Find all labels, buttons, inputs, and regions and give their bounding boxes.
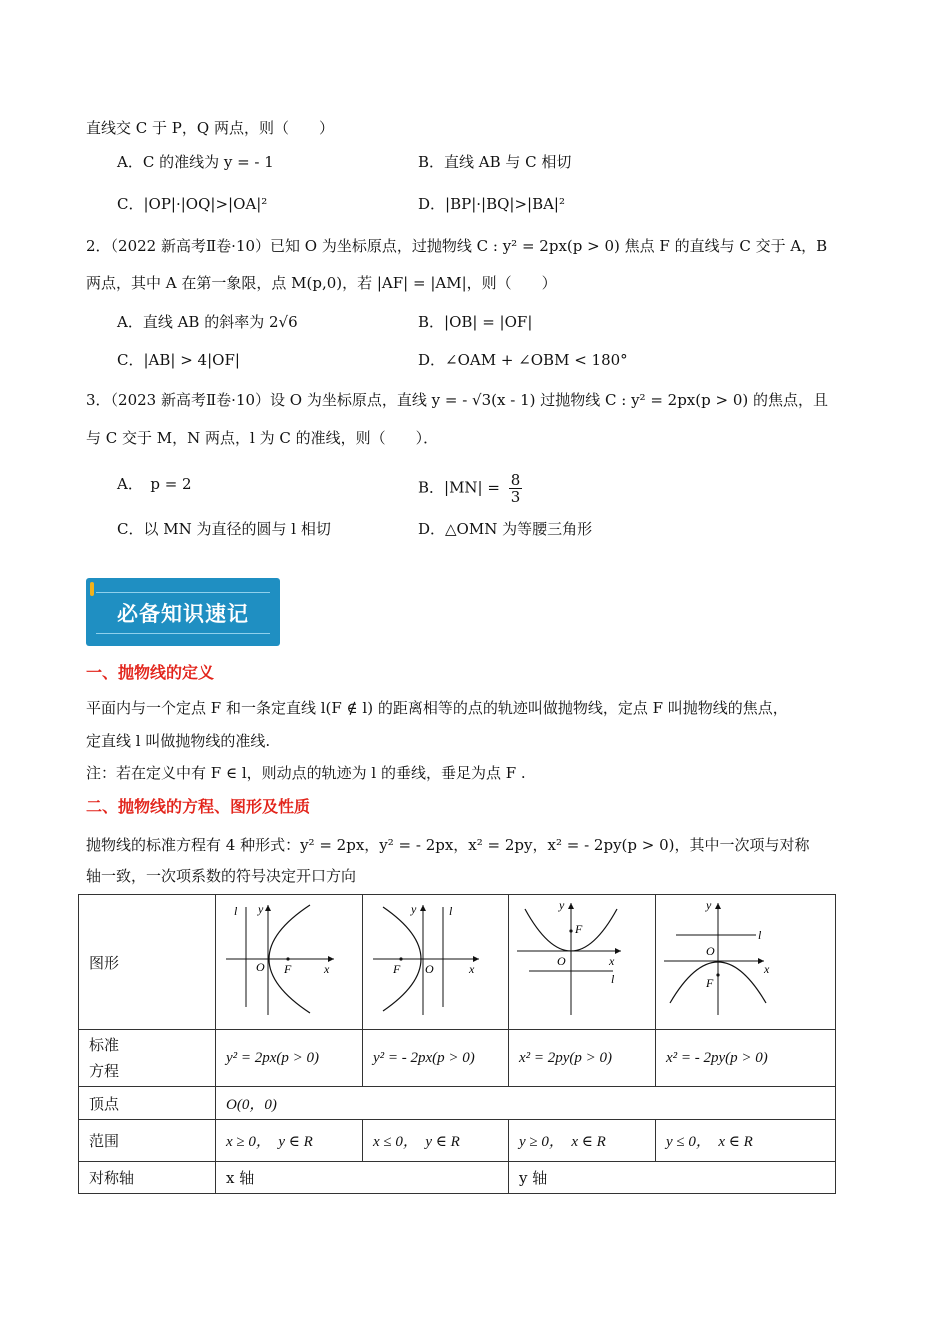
label-x: x — [764, 962, 770, 976]
parabola-properties-table — [78, 894, 836, 1194]
q3-stem-line2: 与 C 交于 M，N 两点，l 为 C 的准线，则（ ）． — [86, 429, 439, 447]
q1-option-b: B．直线 AB 与 C 相切 — [418, 153, 572, 171]
graph-left-opening-svg — [363, 895, 509, 1025]
graph-right-opening-svg — [216, 895, 363, 1025]
label-y: y — [258, 902, 264, 916]
equation-up: x² = 2py(p > 0) — [509, 1030, 656, 1087]
label-l: l — [611, 972, 615, 986]
q3-option-b-fraction — [509, 472, 523, 505]
label-o: O — [557, 954, 566, 968]
sec2-paragraph-line2: 轴一致，一次项系数的符号决定开口方向 — [86, 867, 357, 885]
q2-option-a: A．直线 AB 的斜率为 2√6 — [117, 313, 298, 331]
q1-option-c: C．|OP|·|OQ|>|OA|² — [117, 195, 268, 213]
range-right: x ≥ 0， y ∈ R — [216, 1120, 363, 1162]
table-row-equation — [79, 1030, 836, 1087]
label-o: O — [425, 962, 434, 976]
sec2-heading: 二、抛物线的方程、图形及性质 — [86, 797, 311, 816]
tag-frame — [96, 592, 270, 634]
table-row-vertex — [79, 1087, 836, 1120]
graph-up-opening-svg — [509, 895, 656, 1025]
graph-right-opening — [216, 895, 363, 1030]
tag-accent-bar — [90, 582, 94, 596]
q1-option-d: D．|BP|·|BQ|>|BA|² — [418, 195, 565, 213]
graph-down-opening-svg — [656, 895, 836, 1025]
q2-option-c: C．|AB| > 4|OF| — [117, 351, 240, 369]
range-down: y ≤ 0， x ∈ R — [656, 1120, 836, 1162]
equation-left: y² = - 2px(p > 0) — [363, 1030, 509, 1087]
label-l: l — [234, 904, 238, 918]
label-f: F — [706, 976, 714, 990]
axis-x-value: x 轴 — [216, 1162, 509, 1194]
label-l: l — [758, 928, 762, 942]
row-label-equation — [79, 1030, 216, 1087]
q3-option-c: C．以 MN 为直径的圆与 l 相切 — [117, 520, 331, 538]
sec1-paragraph-line2: 定直线 l 叫做抛物线的准线. — [86, 732, 271, 750]
row-label-graph: 图形 — [79, 895, 216, 1030]
q3-option-a: A． p = 2 — [117, 475, 192, 493]
row-label-equation-2: 方程 — [89, 1062, 120, 1080]
fraction-numerator: 8 — [510, 471, 521, 489]
label-y: y — [706, 898, 712, 912]
label-x: x — [469, 962, 475, 976]
row-label-vertex: 顶点 — [79, 1087, 216, 1120]
label-x: x — [324, 962, 330, 976]
sec1-note: 注：若在定义中有 F ∈ l，则动点的轨迹为 l 的垂线，垂足为点 F . — [86, 764, 526, 782]
q2-stem-line1: 2．（2022 新高考Ⅱ卷·10）已知 O 为坐标原点，过抛物线 C : y² = 2px(p > 0) 焦点 F 的直线与 C 交于 A，B — [86, 237, 828, 255]
sec2-paragraph-line1: 抛物线的标准方程有 4 种形式：y² = 2px，y² = - 2px，x² = 2py，x² = - 2py(p > 0)，其中一次项与对称 — [86, 836, 810, 854]
fraction-denominator: 3 — [510, 488, 521, 506]
label-o: O — [256, 960, 265, 974]
axis-y-value: y 轴 — [509, 1162, 836, 1194]
range-left: x ≤ 0， y ∈ R — [363, 1120, 509, 1162]
q3-option-d: D．△OMN 为等腰三角形 — [418, 520, 593, 538]
equation-down: x² = - 2py(p > 0) — [656, 1030, 836, 1087]
q2-option-b: B．|OB| = |OF| — [418, 313, 533, 331]
tag-title: 必备知识速记 — [117, 602, 249, 626]
equation-right: y² = 2px(p > 0) — [216, 1030, 363, 1087]
sec1-paragraph-line1: 平面内与一个定点 F 和一条定直线 l(F ∉ l) 的距离相等的点的轨迹叫做抛物线，定点 F 叫抛物线的焦点， — [86, 699, 788, 717]
row-label-equation-1: 标准 — [89, 1036, 120, 1054]
q2-option-d: D．∠OAM + ∠OBM < 180° — [418, 351, 628, 369]
table-row-graph — [79, 895, 836, 1030]
label-o: O — [706, 944, 715, 958]
range-up: y ≥ 0， x ∈ R — [509, 1120, 656, 1162]
q1-option-a: A．C 的准线为 y = - 1 — [117, 153, 274, 171]
table-row-axis — [79, 1162, 836, 1194]
q3-stem-line1: 3．（2023 新高考Ⅱ卷·10）设 O 为坐标原点，直线 y = - √3(x - 1) 过抛物线 C : y² = 2px(p > 0) 的焦点，且 — [86, 391, 828, 409]
label-f: F — [284, 962, 292, 976]
graph-left-opening — [363, 895, 509, 1030]
row-label-range: 范围 — [79, 1120, 216, 1162]
graph-up-opening — [509, 895, 656, 1030]
table-row-range — [79, 1120, 836, 1162]
sec1-heading: 一、抛物线的定义 — [86, 663, 215, 682]
q1-stem-end: 直线交 C 于 P，Q 两点，则（ ） — [86, 119, 334, 137]
label-y: y — [559, 898, 565, 912]
label-f: F — [393, 962, 401, 976]
q3-option-b-label: B．|MN| = — [418, 478, 500, 497]
q2-stem-line2: 两点，其中 A 在第一象限，点 M(p,0)，若 |AF| = |AM|，则（ ） — [86, 274, 557, 292]
label-y: y — [411, 902, 417, 916]
vertex-value: O(0，0) — [216, 1087, 836, 1120]
section-tag — [86, 578, 280, 646]
graph-down-opening — [656, 895, 836, 1030]
label-l: l — [449, 904, 453, 918]
label-f: F — [575, 922, 583, 936]
row-label-axis: 对称轴 — [79, 1162, 216, 1194]
label-x: x — [609, 954, 615, 968]
q3-option-b — [418, 472, 522, 505]
